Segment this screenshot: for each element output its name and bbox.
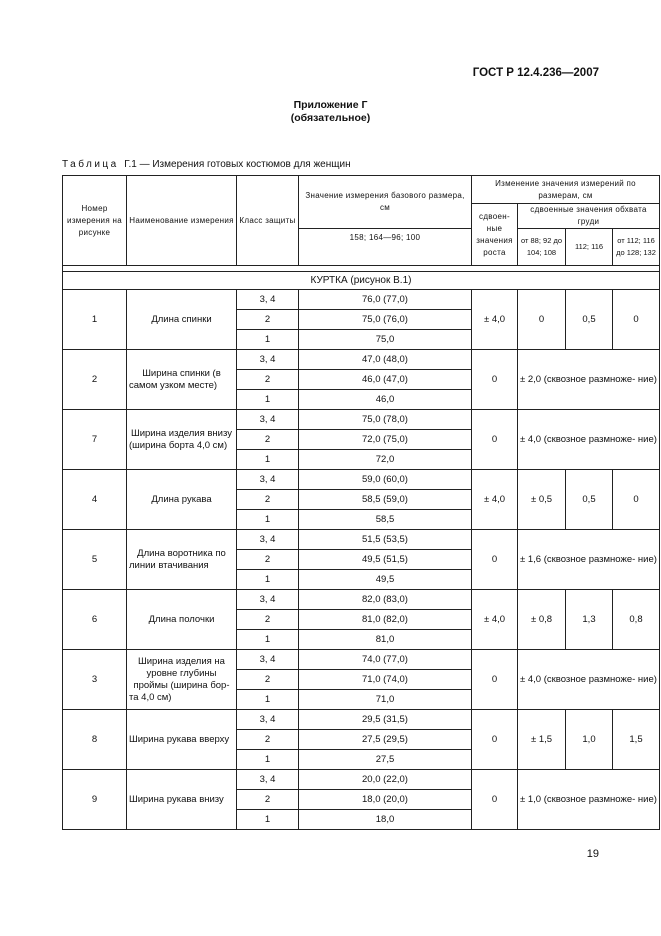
chest-value-1: ± 1,5 <box>518 710 566 770</box>
header-chest-title: сдвоенные значения обхвата груди <box>518 204 660 229</box>
chest-through-value: ± 2,0 (сквозное размноже- ние) <box>518 350 660 410</box>
measure-number: 1 <box>63 290 127 350</box>
table-row <box>63 650 660 670</box>
measure-name: Длина воротника по линии втачивания <box>127 530 237 590</box>
protection-class: 3, 4 <box>237 290 299 310</box>
chest-through-value: ± 4,0 (сквозное размноже- ние) <box>518 410 660 470</box>
protection-class: 2 <box>237 550 299 570</box>
base-value: 49,5 (51,5) <box>299 550 472 570</box>
base-value: 81,0 (82,0) <box>299 610 472 630</box>
protection-class: 1 <box>237 750 299 770</box>
chest-through-value: ± 1,0 (сквозное размноже- ние) <box>518 770 660 830</box>
base-value: 71,0 <box>299 690 472 710</box>
protection-class: 3, 4 <box>237 350 299 370</box>
base-value: 81,0 <box>299 630 472 650</box>
chest-value-3: 1,5 <box>613 710 660 770</box>
measure-number: 6 <box>63 590 127 650</box>
measure-number: 2 <box>63 350 127 410</box>
table-row <box>63 710 660 730</box>
protection-class: 1 <box>237 810 299 830</box>
protection-class: 3, 4 <box>237 650 299 670</box>
base-value: 75,0 (76,0) <box>299 310 472 330</box>
base-value: 46,0 <box>299 390 472 410</box>
height-twin-value: ± 4,0 <box>472 590 518 650</box>
chest-value-2: 1,0 <box>566 710 613 770</box>
base-value: 51,5 (53,5) <box>299 530 472 550</box>
measure-name: Длина рукава <box>127 470 237 530</box>
chest-value-2: 0,5 <box>566 470 613 530</box>
protection-class: 1 <box>237 690 299 710</box>
measure-name: Ширина изделия на уровне глубины проймы (ширина бор- та 4,0 см) <box>127 650 237 710</box>
chest-value-3: 0,8 <box>613 590 660 650</box>
measure-name: Ширина рукава вверху <box>127 710 237 770</box>
protection-class: 3, 4 <box>237 770 299 790</box>
header-chest-1: от 88; 92 до 104; 108 <box>518 229 566 266</box>
measure-name: Ширина рукава внизу <box>127 770 237 830</box>
protection-class: 2 <box>237 430 299 450</box>
protection-class: 1 <box>237 390 299 410</box>
base-value: 49,5 <box>299 570 472 590</box>
height-twin-value: 0 <box>472 410 518 470</box>
height-twin-value: ± 4,0 <box>472 470 518 530</box>
protection-class: 3, 4 <box>237 590 299 610</box>
header-class: Класс защиты <box>237 176 299 266</box>
caption-text: Г.1 — Измерения готовых костюмов для женщин <box>124 159 351 170</box>
chest-value-1: ± 0,5 <box>518 470 566 530</box>
measure-number: 4 <box>63 470 127 530</box>
protection-class: 2 <box>237 670 299 690</box>
base-value: 20,0 (22,0) <box>299 770 472 790</box>
height-twin-value: 0 <box>472 770 518 830</box>
protection-class: 2 <box>237 790 299 810</box>
annex-title: Приложение Г <box>293 99 368 111</box>
measure-name: Ширина спинки (в самом узком месте) <box>127 350 237 410</box>
base-value: 29,5 (31,5) <box>299 710 472 730</box>
chest-value-3: 0 <box>613 470 660 530</box>
base-value: 18,0 (20,0) <box>299 790 472 810</box>
header-height-twin: сдвоен- ные значения роста <box>472 204 518 266</box>
base-value: 46,0 (47,0) <box>299 370 472 390</box>
chest-value-1: 0 <box>518 290 566 350</box>
table-row <box>63 590 660 610</box>
height-twin-value: 0 <box>472 710 518 770</box>
height-twin-value: 0 <box>472 350 518 410</box>
base-value: 75,0 <box>299 330 472 350</box>
measure-number: 3 <box>63 650 127 710</box>
protection-class: 2 <box>237 490 299 510</box>
chest-value-3: 0 <box>613 290 660 350</box>
base-value: 47,0 (48,0) <box>299 350 472 370</box>
table-row <box>63 290 660 310</box>
measure-number: 7 <box>63 410 127 470</box>
protection-class: 2 <box>237 370 299 390</box>
measurements-table <box>62 175 660 830</box>
base-value: 82,0 (83,0) <box>299 590 472 610</box>
section-title: КУРТКА (рисунок В.1) <box>63 272 660 290</box>
measure-number: 5 <box>63 530 127 590</box>
table-row <box>63 530 660 550</box>
height-twin-value: ± 4,0 <box>472 290 518 350</box>
base-value: 27,5 <box>299 750 472 770</box>
chest-value-1: ± 0,8 <box>518 590 566 650</box>
annex-subtitle: (обязательное) <box>290 112 371 124</box>
height-twin-value: 0 <box>472 530 518 590</box>
protection-class: 1 <box>237 510 299 530</box>
protection-class: 3, 4 <box>237 530 299 550</box>
header-name: Наименование измерения <box>127 176 237 266</box>
header-chest-3: от 112; 116 до 128; 132 <box>613 229 660 266</box>
base-value: 75,0 (78,0) <box>299 410 472 430</box>
base-value: 59,0 (60,0) <box>299 470 472 490</box>
base-value: 27,5 (29,5) <box>299 730 472 750</box>
base-value: 58,5 <box>299 510 472 530</box>
header-change-title: Изменение значения измерений по размерам, см <box>472 176 660 204</box>
chest-value-2: 1,3 <box>566 590 613 650</box>
protection-class: 2 <box>237 310 299 330</box>
base-value: 18,0 <box>299 810 472 830</box>
table-row <box>63 770 660 790</box>
protection-class: 3, 4 <box>237 710 299 730</box>
measure-number: 8 <box>63 710 127 770</box>
height-twin-value: 0 <box>472 650 518 710</box>
header-number: Номер измерения на рисунке <box>63 176 127 266</box>
header-base-title: Значение измерения базового размера, см <box>299 176 472 229</box>
header-chest-2: 112; 116 <box>566 229 613 266</box>
protection-class: 3, 4 <box>237 470 299 490</box>
protection-class: 1 <box>237 630 299 650</box>
protection-class: 2 <box>237 610 299 630</box>
measure-name: Длина полочки <box>127 590 237 650</box>
table-row <box>63 350 660 370</box>
base-value: 74,0 (77,0) <box>299 650 472 670</box>
protection-class: 2 <box>237 730 299 750</box>
annex-heading <box>0 99 661 125</box>
header-base-sizes: 158; 164—96; 100 <box>299 229 472 266</box>
chest-through-value: ± 4,0 (сквозное размноже- ние) <box>518 650 660 710</box>
base-value: 58,5 (59,0) <box>299 490 472 510</box>
base-value: 71,0 (74,0) <box>299 670 472 690</box>
standard-number: ГОСТ Р 12.4.236—2007 <box>472 67 599 79</box>
protection-class: 3, 4 <box>237 410 299 430</box>
measure-number: 9 <box>63 770 127 830</box>
base-value: 72,0 <box>299 450 472 470</box>
base-value: 76,0 (77,0) <box>299 290 472 310</box>
chest-value-2: 0,5 <box>566 290 613 350</box>
base-value: 72,0 (75,0) <box>299 430 472 450</box>
table-caption <box>62 159 351 170</box>
table-row <box>63 410 660 430</box>
measure-name: Длина спинки <box>127 290 237 350</box>
protection-class: 1 <box>237 330 299 350</box>
measure-name: Ширина изделия внизу (ширина борта 4,0 см) <box>127 410 237 470</box>
chest-through-value: ± 1,6 (сквозное размноже- ние) <box>518 530 660 590</box>
protection-class: 1 <box>237 450 299 470</box>
page-number: 19 <box>586 848 599 860</box>
caption-prefix: Таблица <box>62 159 119 170</box>
table-row <box>63 470 660 490</box>
protection-class: 1 <box>237 570 299 590</box>
